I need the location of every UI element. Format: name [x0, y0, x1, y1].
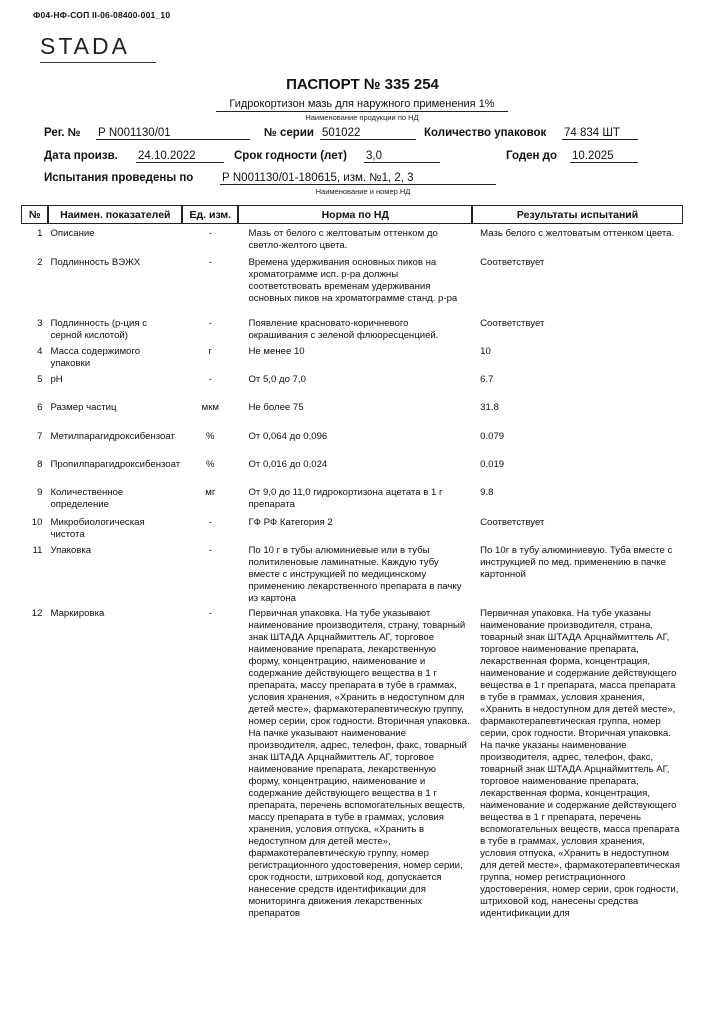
row-norm: По 10 г в тубы алюминиевые или в тубы политиленовые ламинатные. Каждую тубу вместе с инструкцией по медицинскому применению лекарственного препарата в пачку из картона	[248, 545, 462, 604]
production-date-label: Дата произв.	[44, 150, 118, 162]
row-unit: %	[206, 459, 215, 470]
row-result: 10	[480, 346, 491, 357]
row-unit: -	[208, 318, 212, 329]
row-result: Соответствует	[480, 517, 545, 528]
logo-underline	[40, 62, 156, 63]
row-name: Маркировка	[50, 608, 105, 619]
row-number: 10	[31, 517, 43, 528]
row-result: 0.079	[480, 431, 505, 442]
product-name: Гидрокортизон мазь для наружного применения 1%	[216, 98, 508, 112]
row-norm: От 9,0 до 11,0 гидрокортизона ацетата в 1 г препарата	[248, 487, 443, 510]
row-name: pH	[50, 374, 63, 385]
header-unit: Ед. изм.	[182, 205, 238, 224]
row-result: 6.7	[480, 374, 494, 385]
table-header-row	[21, 205, 683, 224]
header-norm: Норма по НД	[238, 205, 472, 224]
row-name: Пропилпарагидроксибензоат	[50, 459, 181, 470]
row-unit: г	[208, 346, 213, 357]
row-name: Количественное определение	[50, 487, 124, 510]
row-name: Описание	[50, 228, 95, 239]
row-name: Подлинность ВЭЖХ	[50, 257, 141, 268]
row-name: Микробиологическая чистота	[50, 517, 145, 540]
row-number: 9	[37, 487, 43, 498]
row-unit: -	[208, 228, 212, 239]
row-name: Упаковка	[50, 545, 92, 556]
passport-title: ПАСПОРТ № 335 254	[286, 76, 439, 93]
table-row	[21, 374, 683, 402]
reg-value: Р N001130/01	[96, 127, 250, 140]
table-row	[21, 402, 683, 431]
row-result: Мазь белого с желтоватым оттенком цвета.	[480, 228, 675, 239]
row-unit: -	[208, 517, 212, 528]
row-result: Первичная упаковка. На тубе указаны наименование производителя, страна, товарный знак ШТАДА Арцнаймиттель АГ, торговое наименование препарата, лекарственная форма, концентрация, наименование и содержание действующего вещества в 1 г препарата, масса препарата в тубе в граммах, условия хранения, «Хранить в недоступном для детей месте», фармакотерапевтическая группа, номер серии, срок годности. Вторичная упаковка. На пачке указаны наименование производителя, адрес, телефон, факс, товарный знак ШТАДА Арцнаймиттель АГ, торговое наименование препарата, лекарственная форма, концентрация, наименование и содержание действующего вещества в 1 г препарата, перечень вспомогательных веществ, масса препарата в тубе в граммах, условия хранения, условия отпуска, «Хранить в недоступном для детей месте», фармакотерапевтическая группа, номер регистрационного удостоверения, номер серии, срок годности, штриховой код, нанесены средства идентификации для	[480, 608, 680, 919]
row-name: Подлинность (р-ция с серной кислотой)	[50, 318, 148, 341]
table-row	[21, 228, 683, 257]
row-norm: ГФ РФ Категория 2	[248, 517, 333, 528]
table-row	[21, 318, 683, 346]
reg-label: Рег. №	[44, 127, 81, 139]
row-number: 6	[37, 402, 43, 413]
table-row	[21, 487, 683, 517]
table-row	[21, 517, 683, 545]
valid-until-value: 10.2025	[570, 150, 638, 163]
table-row	[21, 459, 683, 487]
row-norm: От 5,0 до 7,0	[248, 374, 306, 385]
series-label: № серии	[264, 127, 314, 139]
row-name: Метилпарагидроксибензоат	[50, 431, 175, 442]
table-row	[21, 545, 683, 608]
document-code: Ф04-НФ-СОП II-06-08400-001_10	[33, 10, 171, 20]
row-number: 8	[37, 459, 43, 470]
row-norm: От 0,064 до 0,096	[248, 431, 328, 442]
row-norm: Появление красновато-коричневого окрашивания с зеленой флюоресценцией.	[248, 318, 439, 341]
series-value: 501022	[320, 127, 416, 140]
row-unit: -	[208, 545, 212, 556]
stada-logo: STADA	[40, 33, 130, 59]
row-result: 9.8	[480, 487, 494, 498]
production-date-value: 24.10.2022	[136, 150, 224, 163]
row-name: Размер частиц	[50, 402, 117, 413]
table-row	[21, 608, 683, 920]
row-norm: Не менее 10	[248, 346, 305, 357]
results-table	[21, 205, 683, 920]
table-row	[21, 257, 683, 318]
row-unit: %	[206, 431, 215, 442]
table-row	[21, 346, 683, 374]
tests-label: Испытания проведены по	[44, 172, 194, 184]
row-number: 5	[37, 374, 43, 385]
row-unit: -	[208, 257, 212, 268]
row-number: 7	[37, 431, 43, 442]
quantity-value: 74 834 ШТ	[562, 127, 638, 140]
shelf-life-label: Срок годности (лет)	[234, 150, 347, 162]
row-number: 3	[37, 318, 43, 329]
row-norm: Не более 75	[248, 402, 304, 413]
row-norm: От 0,016 до 0,024	[248, 459, 328, 470]
row-norm: Мазь от белого с желтоватым оттенком до светло-желтого цвета.	[248, 228, 438, 251]
row-result: 0.019	[480, 459, 505, 470]
header-name: Наимен. показателей	[48, 205, 182, 224]
row-unit: -	[208, 374, 212, 385]
row-number: 2	[37, 257, 43, 268]
shelf-life-value: 3,0	[364, 150, 440, 163]
row-unit: -	[208, 608, 212, 619]
row-number: 4	[37, 346, 43, 357]
row-norm: Времена удерживания основных пиков на хроматограмме исп. р-ра должны соответствовать временам удерживания основных пиков на хроматограмме станд. р-ра	[248, 257, 458, 304]
row-result: По 10г в тубу алюминиевую. Туба вместе с инструкцией по мед. применению в пачке картонной	[480, 545, 673, 580]
row-name: Масса содержимого упаковки	[50, 346, 141, 369]
product-caption: Наименование продукции по НД	[305, 113, 419, 122]
quantity-label: Количество упаковок	[424, 127, 547, 139]
row-number: 11	[32, 545, 43, 556]
row-result: 31.8	[480, 402, 499, 413]
valid-until-label: Годен до	[506, 150, 557, 162]
row-result: Соответствует	[480, 318, 545, 329]
tests-value: Р N001130/01-180615, изм. №1, 2, 3	[220, 172, 496, 185]
tests-caption: Наименование и номер НД	[315, 187, 411, 196]
row-unit: мг	[205, 487, 216, 498]
table-row	[21, 431, 683, 459]
row-result: Соответствует	[480, 257, 545, 268]
header-result: Результаты испытаний	[472, 205, 683, 224]
header-number: №	[21, 205, 48, 224]
row-unit: мкм	[201, 402, 219, 413]
row-number: 12	[31, 608, 43, 619]
row-number: 1	[37, 228, 43, 239]
row-norm: Первичная упаковка. На тубе указывают наименование производителя, страну, товарный знак ШТАДА Арцнаймиттель АГ, торговое наименование препарата, лекарственную форму, концентрацию, наименование и содержание действующего вещества в 1 г препарата, массу препарата в тубе в граммах, условия хранения, «Хранить в недоступном для детей месте», фармакотерапевтическую группу, номер серии, срок годности. Вторичная упаковка. На пачке указывают наименование производителя, адрес, телефон, факс, товарный знак ШТАДА Арцнаймиттель АГ, торговое наименование препарата, лекарственную форму, концентрацию, наименование и содержание действующего вещества в 1 г препарата, перечень вспомогательных веществ, массу препарата в тубе в граммах, условия хранения, условия отпуска, «Хранить в недоступном для детей месте», фармакотерапевтическую группу, номер регистрационного удостоверения, номер серии, срок годности, штриховой код, допускается нанесение средств идентификации для мониторинга движения лекарственных препаратов	[248, 608, 470, 919]
